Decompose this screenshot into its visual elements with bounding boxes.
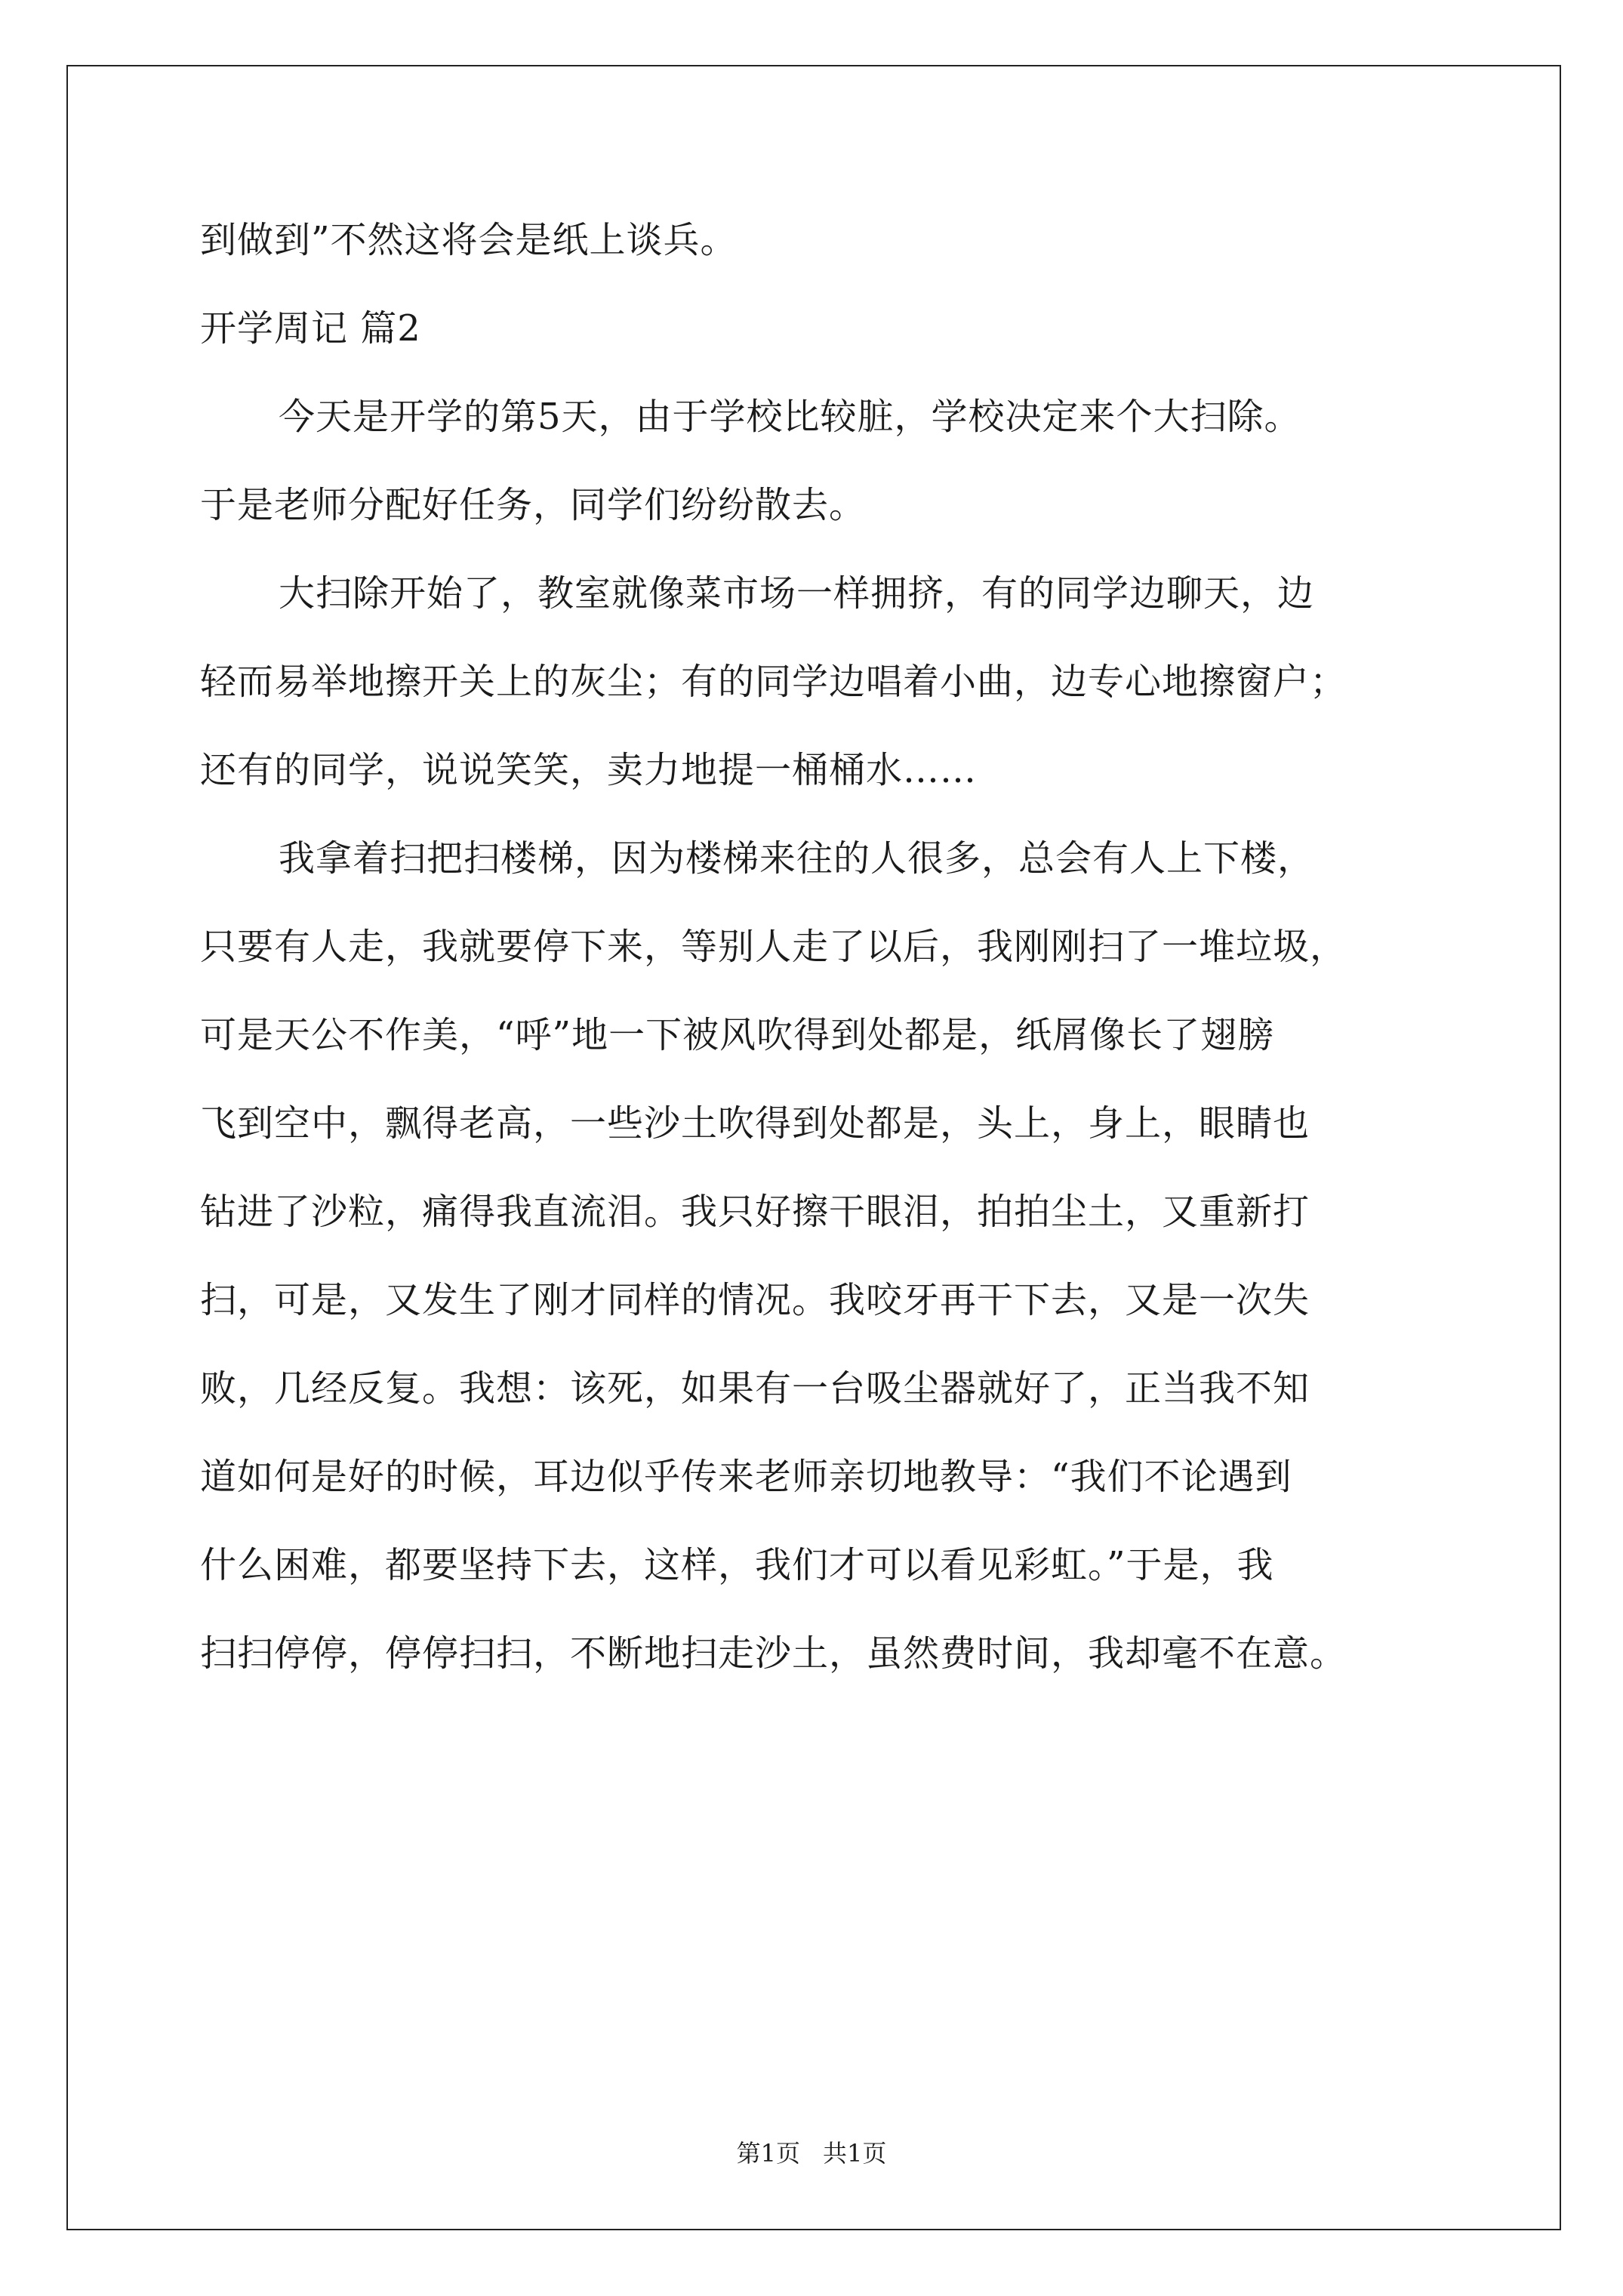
text-line: 还有的同学，说说笑笑，卖力地提一桶桶水…… (200, 749, 978, 791)
text-line: 飞到空中，飘得老高，一些沙土吹得到处都是，头上，身上，眼睛也 (200, 1102, 1310, 1145)
section-heading: 开学周记 篇2 (200, 307, 421, 350)
text-line: 轻而易举地擦开关上的灰尘；有的同学边唱着小曲，边专心地擦窗户； (200, 661, 1347, 703)
text-line: 我拿着扫把扫楼梯，因为楼梯来往的人很多，总会有人上下楼， (279, 837, 1315, 880)
page-border (66, 65, 1561, 2230)
text-line: 可是天公不作美，“呼”地一下被风吹得到处都是，纸屑像长了翅膀 (200, 1014, 1275, 1056)
text-line: 到做到”不然这将会是纸上谈兵。 (200, 219, 738, 261)
text-line: 什么困难，都要坚持下去，这样，我们才可以看见彩虹。”于是，我 (200, 1544, 1274, 1586)
page-footer (0, 2138, 1623, 2168)
text-line: 道如何是好的时候，耳边似乎传来老师亲切地教导：“我们不论遇到 (200, 1456, 1292, 1498)
page-number: 第1页 (736, 2139, 800, 2168)
page-total: 共1页 (823, 2139, 887, 2168)
text-line: 于是老师分配好任务，同学们纷纷散去。 (200, 484, 867, 526)
text-line: 大扫除开始了，教室就像菜市场一样拥挤，有的同学边聊天，边 (279, 572, 1315, 615)
text-line: 今天是开学的第5天，由于学校比较脏，学校决定来个大扫除。 (279, 396, 1301, 438)
text-line: 败，几经反复。我想：该死，如果有一台吸尘器就好了，正当我不知 (200, 1367, 1310, 1410)
text-line: 只要有人走，我就要停下来，等别人走了以后，我刚刚扫了一堆垃圾， (200, 926, 1347, 968)
text-line: 扫，可是，又发生了刚才同样的情况。我咬牙再干下去，又是一次失 (200, 1279, 1310, 1321)
text-line: 钻进了沙粒，痛得我直流泪。我只好擦干眼泪，拍拍尘土，又重新打 (200, 1191, 1310, 1233)
text-line: 扫扫停停，停停扫扫，不断地扫走沙土，虽然费时间，我却毫不在意。 (200, 1632, 1347, 1675)
